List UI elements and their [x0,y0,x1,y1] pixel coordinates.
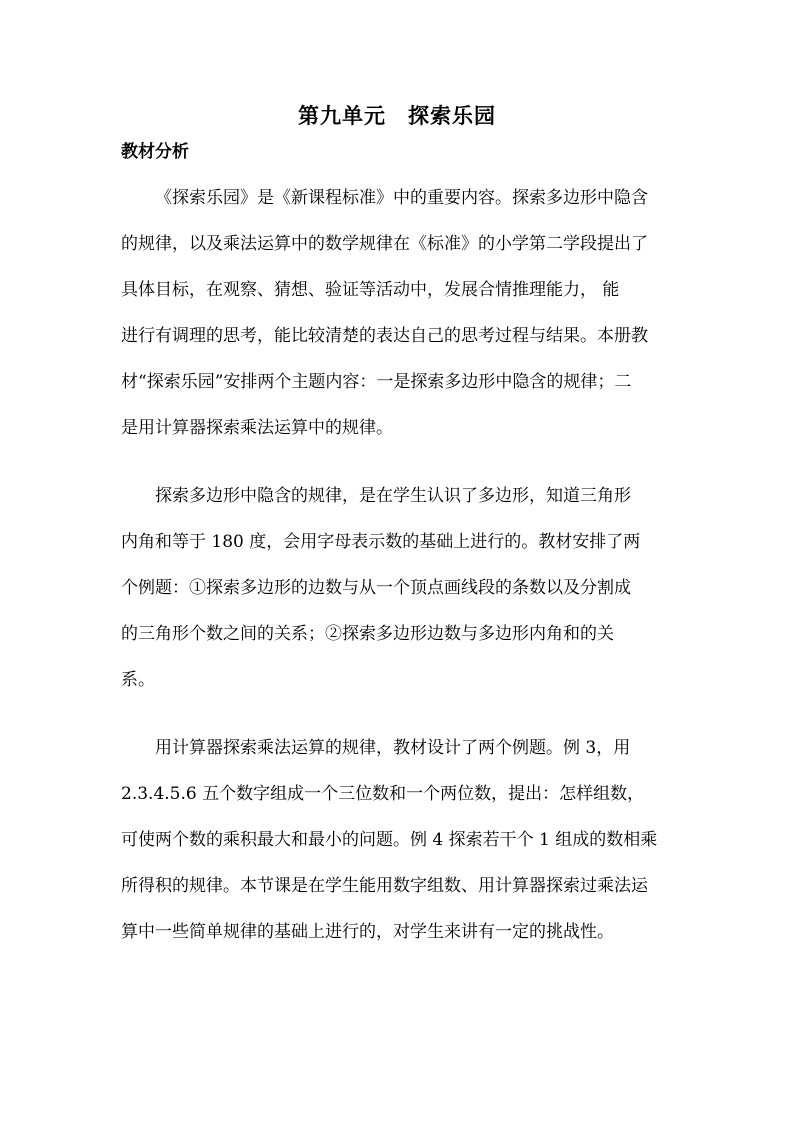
text-line: 材“探索乐园”安排两个主题内容：一是探索多边形中隐含的规律；二 [121,372,632,392]
text-line: 内角和等于 180 度，会用字母表示数的基础上进行的。教材安排了两 [121,532,641,552]
text-line: 的规律，以及乘法运算中的数学规律在《标准》的小学第二学段提出了 [121,234,648,254]
text-line: 用计算器探索乘法运算的规律，教材设计了两个例题。例 3，用 [155,738,631,758]
text-line: 是用计算器探索乘法运算中的规律。 [121,418,393,438]
text-line: 具体目标，在观察、猜想、验证等活动中，发展合情推理能力， 能 [121,280,620,300]
section-heading: 教材分析 [121,142,189,162]
text-line: 进行有调理的思考，能比较清楚的表达自己的思考过程与结果。本册教 [121,326,648,346]
text-line: 《探索乐园》是《新课程标准》中的重要内容。探索多边形中隐含 [155,188,648,208]
text-line: 所得积的规律。本节课是在学生能用数字组数、用计算器探索过乘法运 [121,876,648,896]
text-line: 算中一些简单规律的基础上进行的，对学生来讲有一定的挑战性。 [121,922,614,942]
text-line: 个例题：①探索多边形的边数与从一个顶点画线段的条数以及分割成 [121,578,631,598]
text-line: 系。 [121,670,155,690]
text-line: 2.3.4.5.6 五个数字组成一个三位数和一个两位数，提出：怎样组数， [121,784,645,804]
text-line: 的三角形个数之间的关系；②探索多边形边数与多边形内角和的关 [121,624,614,644]
text-line: 可使两个数的乘积最大和最小的问题。例 4 探索若干个 1 组成的数相乘 [121,830,658,850]
page-title: 第九单元 探索乐园 [298,103,496,128]
text-line: 探索多边形中隐含的规律，是在学生认识了多边形，知道三角形 [155,486,631,506]
